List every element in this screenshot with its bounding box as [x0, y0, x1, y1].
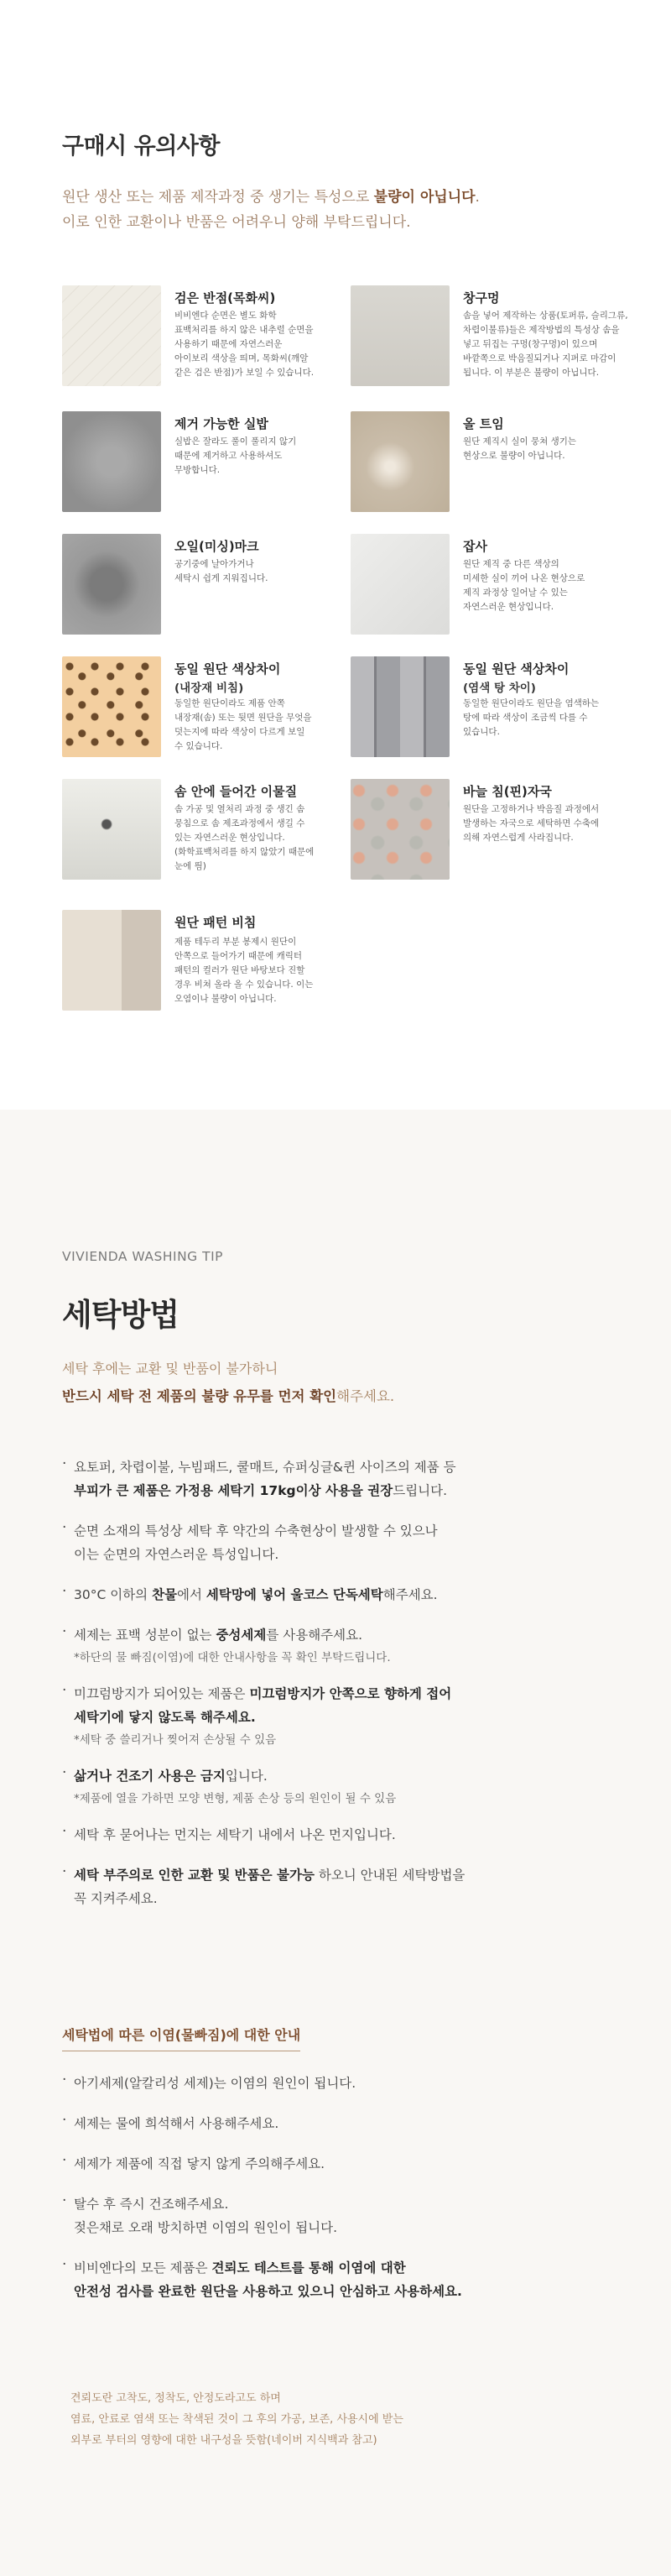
bullet-text: 입니다.: [225, 1769, 268, 1784]
note-item-title: 동일 원단 색상차이: [174, 661, 281, 677]
wash-subtitle-1: 세탁 후에는 교환 및 반품이 불가하니: [62, 1361, 278, 1377]
bullet-line: · 순면 소재의 특성상 세탁 후 약간의 수축현상이 발생할 수 있으나: [74, 1523, 438, 1539]
color-diff-dye-photo: [351, 656, 450, 757]
note-item-color-diff-filling: [62, 656, 356, 757]
bullet-text: 30°C 이하의: [74, 1587, 153, 1602]
bullet-line: [74, 1764, 565, 1788]
colorfastness-footnote: 견뢰도란 고착도, 정착도, 안정도라고도 하며 염료, 안료로 염색 또는 착색된 것이 그 후의 가공, 보존, 사용시에 받는 외부로 부터의 영향에 대한 내구성을 뜻함(네이버 지식백과 참고): [70, 2392, 403, 2447]
guide-bullet-1: [62, 2072, 565, 2095]
oil-mark-photo: [62, 534, 161, 635]
wash-bullet-5: [62, 1682, 565, 1751]
note-item-desc: 제품 테두리 부분 봉제시 원단이 안쪽으로 들어가기 때문에 캐릭터 패턴의 컬러가 원단 바탕보다 진할 경우 비쳐 올라 올 수 있습니다. 이는 오염이나 불량이 아닙니다.: [174, 937, 314, 1004]
note-item-desc: 원단 제직 중 다른 색상의 미세한 실이 끼어 나온 현상으로 제직 과정상 일어날 수 있는 자연스러운 현상입니다.: [463, 559, 585, 612]
note-item-title: 검은 반점(목화씨): [174, 290, 276, 306]
note-item-title: 잡사: [463, 539, 487, 554]
notes-subtitle-line2: 이로 인한 교환이나 반품은 어려우니 양해 부탁드립니다.: [62, 214, 411, 231]
note-item-desc: 원단 제직시 실이 뭉쳐 생기는 현상으로 불량이 아닙니다.: [463, 436, 577, 461]
bullet-line: 이는 순면의 자연스러운 특성입니다.: [74, 1547, 279, 1562]
wash-bullet-6: [62, 1764, 565, 1810]
bullet-line: · 세탁 후 묻어나는 먼지는 세탁기 내에서 나온 먼지입니다.: [74, 1827, 396, 1842]
bullet-line: · 아기세제(알칼리성 세제)는 이염의 원인이 됩니다.: [74, 2076, 356, 2091]
bullet-note: *하단의 물 빠짐(이염)에 대한 안내사항을 꼭 확인 부탁드립니다.: [74, 1651, 391, 1664]
guide-bullet-5: [62, 2256, 565, 2303]
bullet-line: · 탈수 후 즉시 건조해주세요.: [74, 2197, 229, 2212]
wash-title: 세탁방법: [62, 1297, 179, 1333]
bullet-line: · 세제는 물에 희석해서 사용해주세요.: [74, 2116, 279, 2131]
bullet-text: 미끄럼방지가 되어있는 제품은: [74, 1686, 250, 1701]
bullet-strong: 미끄럼방지가 안쪽으로 향하게 접어: [249, 1686, 452, 1701]
color-bleed-bullets: [62, 2072, 565, 2303]
note-item-black-spot: [62, 285, 356, 386]
bullet-line: [74, 1479, 565, 1502]
guide-bullet-3: [62, 2152, 565, 2176]
note-item-title: 바늘 침(핀)자국: [463, 784, 552, 799]
pattern-showthrough-photo: [62, 910, 161, 1011]
note-item-subtitle: (염색 탕 차이): [463, 682, 536, 695]
bullet-line: [74, 1583, 565, 1607]
note-item-title: 원단 패턴 비침: [174, 915, 257, 930]
bullet-line: [74, 1863, 565, 1887]
stuffing-hole-photo: [351, 285, 450, 386]
note-item-desc: 솜을 넣어 제작하는 상품(토퍼류, 슬리그류, 차렵이불류)들은 제작방법의 특성상 솜을 넣고 뒤집는 구멍(창구멍)이 있으며 바깥쪽으로 박음질되거나 지퍼로 마감이 됩니다. 이 부분은 불량이 아닙니다.: [463, 311, 628, 378]
notes-subtitle-prefix: 원단 생산 또는 제품 제작과정 중 생기는 특성으로: [62, 189, 374, 206]
note-item-subtitle: (내장재 비침): [174, 682, 244, 695]
note-item-foreign-matter: [62, 779, 356, 880]
note-item-desc: 원단을 고정하거나 박음질 과정에서 발생하는 자국으로 세탁하면 수축에 의해 자연스럽게 사라집니다.: [463, 804, 600, 843]
bullet-line: · 세제가 제품에 직접 닿지 않게 주의해주세요.: [74, 2156, 325, 2171]
bullet-line: 꼭 지켜주세요.: [74, 1891, 158, 1906]
note-item-title: 창구멍: [463, 290, 500, 306]
bullet-line: [74, 1682, 565, 1706]
note-item-title: 솜 안에 들어간 이물질: [174, 784, 298, 799]
slub-photo: [351, 411, 450, 512]
note-item-slub: [351, 411, 644, 512]
guide-bullet-2: [62, 2112, 565, 2135]
note-item-desc: 공기중에 날아가거나 세탁시 쉽게 지워집니다.: [174, 559, 268, 583]
notes-subtitle-suffix: .: [475, 189, 480, 206]
bullet-strong: 중성세제: [216, 1628, 267, 1643]
color-bleed-guide-title: 세탁법에 따른 이염(물빠짐)에 대한 안내: [62, 2025, 300, 2051]
bullet-strong: 안전성 검사를 완료한 원단을 사용하고 있으니 안심하고 사용하세요.: [74, 2284, 462, 2299]
bullet-strong: 부피가 큰 제품은 가정용 세탁기 17kg이상 사용을 권장: [74, 1483, 393, 1498]
wash-bullet-3: [62, 1583, 565, 1607]
bullet-strong: 세탁망에 넣어 울코스 단독세탁: [205, 1587, 383, 1602]
bullet-strong: 견뢰도 테스트를 통해 이염에 대한: [211, 2260, 406, 2276]
note-item-desc: 솜 가공 및 열처리 과정 중 생긴 솜 뭉침으로 솜 제조과정에서 생길 수 있는 자연스러운 현상입니다. (화학표백처리를 하지 않았기 때문에 눈에 띔): [174, 804, 315, 871]
bullet-line: [74, 2256, 565, 2280]
bullet-strong: 찬물: [152, 1587, 178, 1602]
wash-bullet-2: [62, 1519, 565, 1566]
color-diff-filling-photo: [62, 656, 161, 757]
note-item-title: 제거 가능한 실밥: [174, 416, 268, 431]
notes-subtitle: [62, 185, 480, 235]
note-item-pattern-showthrough: [62, 910, 356, 1011]
loose-thread-photo: [62, 411, 161, 512]
wash-eyebrow: VIVIENDA WASHING TIP: [62, 1249, 223, 1264]
wash-bullets: [62, 1455, 565, 1910]
bullet-note: *세탁 중 쓸리거나 찢어져 손상될 수 있음: [74, 1733, 277, 1747]
purchase-notes-section: [0, 0, 671, 1110]
stray-yarn-photo: [351, 534, 450, 635]
notes-subtitle-highlight: 불량이 아닙니다: [373, 189, 476, 206]
bullet-text: 세제는 표백 성분이 없는: [74, 1628, 216, 1643]
bullet-line: [74, 1706, 565, 1729]
bullet-text: 비비엔다의 모든 제품은: [74, 2260, 212, 2276]
wash-bullet-4: [62, 1623, 565, 1669]
note-item-title: 오일(미싱)마크: [174, 539, 259, 554]
note-item-color-diff-dye: [351, 656, 644, 757]
bullet-line: [74, 1623, 565, 1647]
bullet-line: [74, 2280, 565, 2303]
bullet-text: 에서: [177, 1587, 206, 1602]
note-item-desc: 동일한 원단이라도 제품 안쪽 내장재(솜) 또는 뒷면 원단을 무엇을 덧는지에 따라 색상이 다르게 보일 수 있습니다.: [174, 698, 312, 751]
washing-tip-section: [0, 1110, 671, 2576]
bullet-note: *제품에 열을 가하면 모양 변형, 제품 손상 등의 원인이 될 수 있음: [74, 1792, 397, 1805]
bullet-text: 를 사용해주세요.: [266, 1628, 363, 1643]
note-item-desc: 동일한 원단이라도 원단을 염색하는 탕에 따라 색상이 조금씩 다를 수 있습니다.: [463, 698, 600, 737]
note-item-pin-mark: [351, 779, 644, 880]
bullet-strong: 세탁기에 닿지 않도록 해주세요.: [74, 1710, 256, 1725]
wash-bullet-8: [62, 1863, 565, 1910]
foreign-matter-photo: [62, 779, 161, 880]
note-item-desc: 비비엔다 순면은 별도 화학 표백처리를 하지 않은 내추럴 순면을 사용하기 때문에 자연스러운 아이보리 색상을 띄며, 목화씨(깨알 같은 검은 반점)가 보일 수 있습니다.: [174, 311, 315, 378]
notes-subtitle-line1: [62, 185, 480, 210]
guide-bullet-4: [62, 2192, 565, 2239]
wash-bullet-7: [62, 1823, 565, 1847]
bullet-line: 젖은채로 오래 방치하면 이염의 원인이 됩니다.: [74, 2220, 338, 2235]
note-item-desc: 실밥은 잘라도 풀이 풀리지 않기 때문에 제거하고 사용하셔도 무방합니다.: [174, 436, 297, 475]
wash-subtitle-2: [62, 1385, 394, 1405]
wash-bullet-1: [62, 1455, 565, 1502]
bullet-line: · 요토퍼, 차렵이불, 누빔패드, 쿨매트, 슈퍼싱글&퀸 사이즈의 제품 등: [74, 1460, 456, 1475]
bullet-text: 해주세요.: [382, 1587, 438, 1602]
note-item-title: 동일 원단 색상차이: [463, 661, 570, 677]
black-spot-photo: [62, 285, 161, 386]
notes-title: 구매시 유의사항: [62, 133, 220, 159]
note-item-stuffing-hole: [351, 285, 644, 386]
bullet-strong: 세탁 부주의로 인한 교환 및 반품은 불가능: [74, 1868, 315, 1883]
bullet-text: 하오니 안내된 세탁방법을: [314, 1868, 466, 1883]
note-item-oil-mark: [62, 534, 356, 635]
pin-mark-photo: [351, 779, 450, 880]
bullet-strong: 삶거나 건조기 사용은 금지: [74, 1769, 226, 1784]
bullet-rest: 드립니다.: [393, 1483, 448, 1498]
note-item-title: 올 트임: [463, 416, 504, 431]
wash-subtitle-rest: 해주세요.: [336, 1388, 395, 1404]
wash-subtitle-strong: 반드시 세탁 전 제품의 불량 유무를 먼저 확인: [62, 1388, 337, 1404]
note-item-stray-yarn: [351, 534, 644, 635]
note-item-loose-thread: [62, 411, 356, 512]
